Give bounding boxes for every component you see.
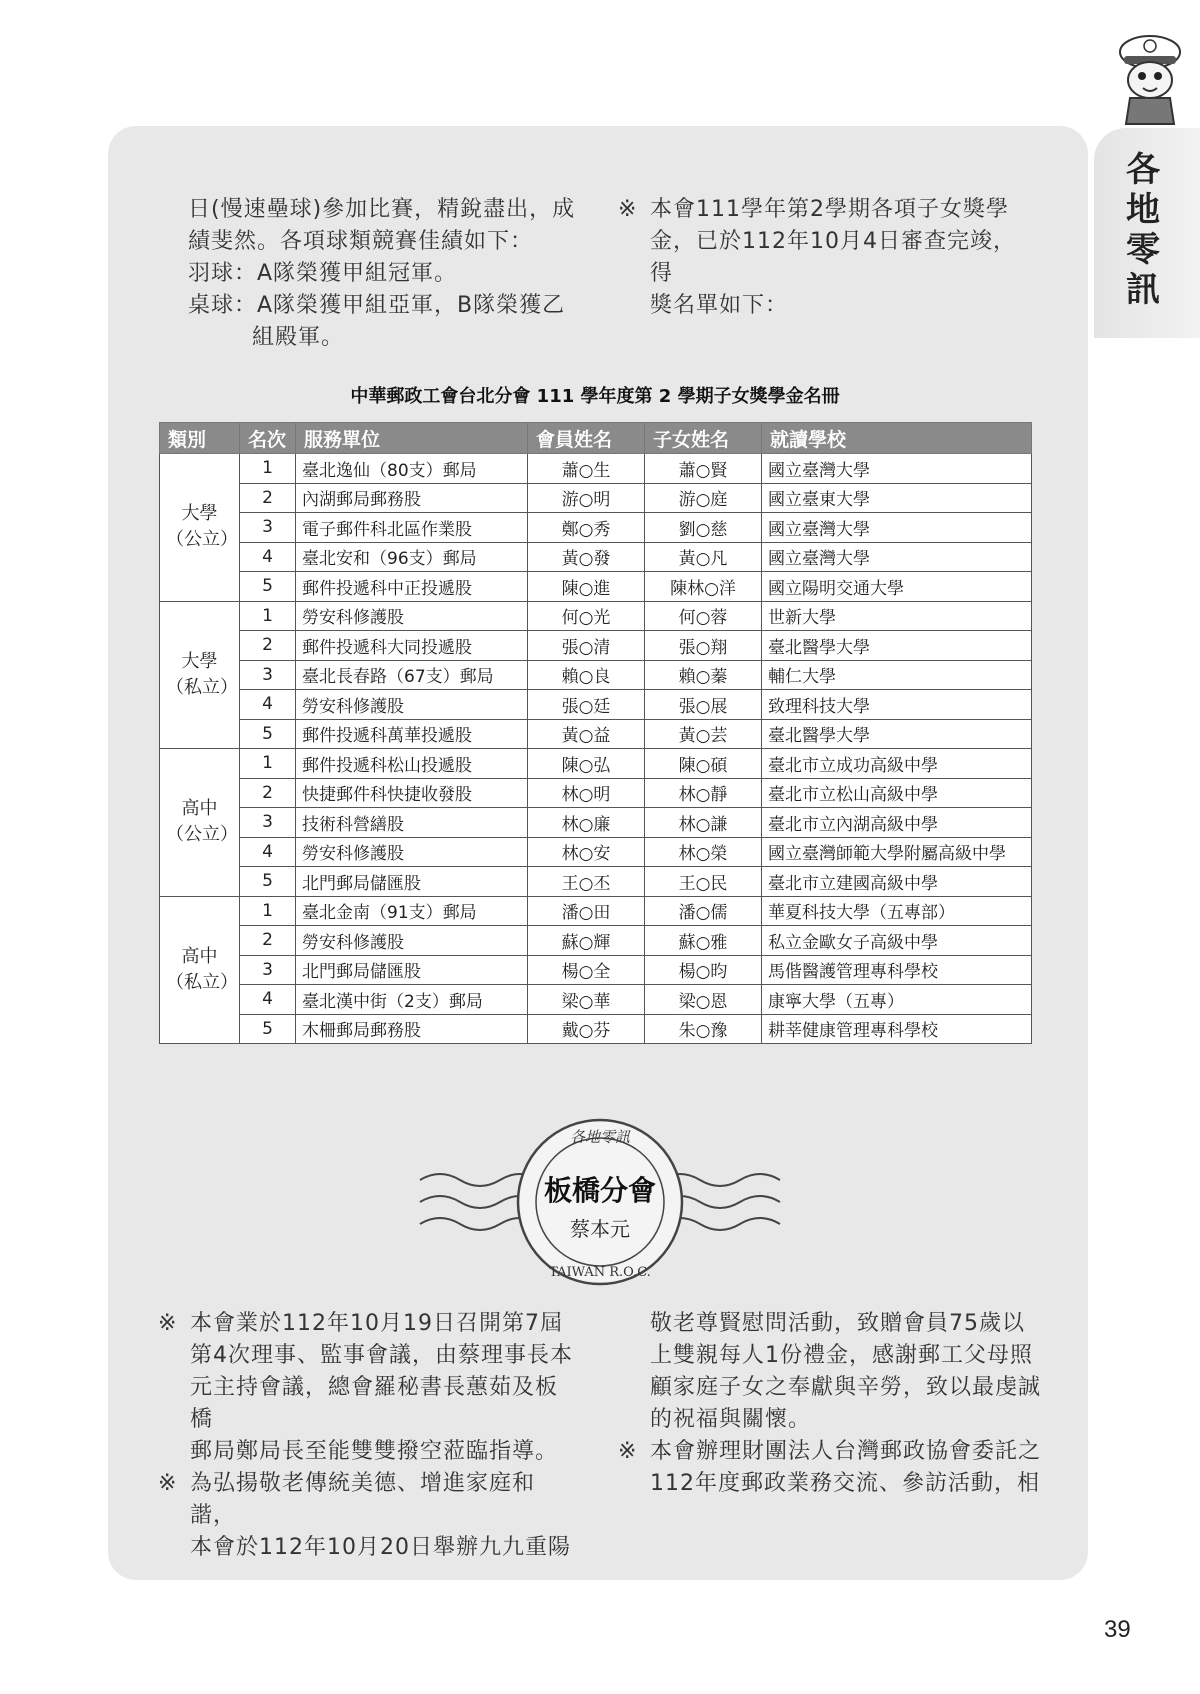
school-cell: 臺北市立成功高級中學: [762, 749, 1032, 779]
text-line: 績斐然。各項球類競賽佳績如下：: [188, 229, 534, 254]
school-cell: 國立臺灣師範大學附屬高級中學: [762, 837, 1032, 867]
child-name-cell: 劉○慈: [645, 513, 762, 543]
table-row: [160, 985, 1032, 1015]
category-type: （私立）: [166, 676, 238, 698]
member-name-cell: 梁○華: [528, 985, 645, 1015]
unit-cell: 臺北逸仙（80支）郵局: [296, 454, 528, 484]
rank-cell: 4: [240, 985, 296, 1015]
rank-cell: 3: [240, 513, 296, 543]
table-row: [160, 926, 1032, 956]
child-name-cell: 陳林○洋: [645, 572, 762, 602]
stamp-illustration: [410, 1110, 790, 1290]
unit-cell: 技術科營繕股: [296, 808, 528, 838]
table-row: [160, 719, 1032, 749]
child-name-cell: 蕭○賢: [645, 454, 762, 484]
school-cell: 國立臺灣大學: [762, 513, 1032, 543]
child-name-cell: 游○庭: [645, 483, 762, 513]
unit-cell: 郵件投遞科中正投遞股: [296, 572, 528, 602]
table-row: [160, 631, 1032, 661]
child-name-cell: 潘○儒: [645, 896, 762, 926]
rank-cell: 2: [240, 778, 296, 808]
member-name-cell: 賴○良: [528, 660, 645, 690]
rank-cell: 4: [240, 542, 296, 572]
member-name-cell: 林○明: [528, 778, 645, 808]
text-line: 郵局鄭局長至能雙雙撥空蒞臨指導。: [190, 1439, 559, 1464]
school-cell: 國立臺灣大學: [762, 542, 1032, 572]
school-cell: 輔仁大學: [762, 660, 1032, 690]
child-name-cell: 王○民: [645, 867, 762, 897]
unit-cell: 郵件投遞科松山投遞股: [296, 749, 528, 779]
category-cell: [160, 749, 240, 897]
section-title-char: 各: [1126, 150, 1160, 190]
bottom-right-notes: [618, 1308, 1048, 1500]
table-row: [160, 660, 1032, 690]
member-name-cell: 陳○進: [528, 572, 645, 602]
rank-cell: 5: [240, 572, 296, 602]
school-cell: 耕莘健康管理專科學校: [762, 1014, 1032, 1044]
table-row: [160, 896, 1032, 926]
school-cell: 國立臺東大學: [762, 483, 1032, 513]
rank-cell: 1: [240, 749, 296, 779]
member-name-cell: 何○光: [528, 601, 645, 631]
text-line: 本會於112年10月20日舉辦九九重陽: [190, 1535, 571, 1560]
category-label: 大學: [181, 503, 218, 525]
unit-cell: 北門郵局儲匯股: [296, 867, 528, 897]
text-line: 顧家庭子女之奉獻與辛勞，致以最虔誠: [650, 1375, 1042, 1400]
school-cell: 私立金歐女子高級中學: [762, 926, 1032, 956]
section-title-char: 訊: [1126, 270, 1160, 310]
category-type: （公立）: [166, 529, 238, 551]
category-cell: [160, 454, 240, 602]
rank-cell: 5: [240, 719, 296, 749]
header-child: 子女姓名: [645, 423, 762, 454]
text-line: 第4次理事、監事會議，由蔡理事長本: [190, 1343, 573, 1368]
note-mark: ※: [618, 197, 638, 222]
table-header-row: [160, 423, 1032, 454]
table-row: [160, 513, 1032, 543]
school-cell: 華夏科技大學（五專部）: [762, 896, 1032, 926]
table-row: [160, 483, 1032, 513]
unit-cell: 臺北漢中街（2支）郵局: [296, 985, 528, 1015]
text-line: 本會辦理財團法人台灣郵政協會委託之: [650, 1439, 1042, 1464]
rank-cell: 2: [240, 631, 296, 661]
member-name-cell: 黃○益: [528, 719, 645, 749]
member-name-cell: 潘○田: [528, 896, 645, 926]
table-row: [160, 778, 1032, 808]
text-line: 112年度郵政業務交流、參訪活動，相: [650, 1471, 1040, 1496]
child-name-cell: 張○翔: [645, 631, 762, 661]
text-line: 本會業於112年10月19日召開第7屆: [190, 1311, 563, 1336]
stamp-author: 蔡本元: [570, 1217, 630, 1241]
text-line: 日(慢速壘球)參加比賽，精銳盡出，成: [188, 197, 576, 222]
rank-cell: 4: [240, 690, 296, 720]
school-cell: 國立臺灣大學: [762, 454, 1032, 484]
section-title-char: 零: [1126, 230, 1160, 270]
table-row: [160, 867, 1032, 897]
text-line: 桌球：A隊榮獲甲組亞軍，B隊榮獲乙: [188, 293, 566, 318]
stamp-bottom-label: TAIWAN R.O.C.: [549, 1265, 651, 1280]
rank-cell: 1: [240, 896, 296, 926]
text-line: 金，已於112年10月4日審查完竣，得: [650, 229, 1016, 286]
child-name-cell: 楊○昀: [645, 955, 762, 985]
table-row: [160, 454, 1032, 484]
child-name-cell: 陳○碩: [645, 749, 762, 779]
member-name-cell: 鄭○秀: [528, 513, 645, 543]
header-school: 就讀學校: [762, 423, 1032, 454]
child-name-cell: 黃○芸: [645, 719, 762, 749]
header-category: 類別: [160, 423, 240, 454]
category-type: （公立）: [166, 824, 238, 846]
member-name-cell: 游○明: [528, 483, 645, 513]
text-line: 獎名單如下：: [650, 293, 789, 318]
table-row: [160, 837, 1032, 867]
unit-cell: 郵件投遞科大同投遞股: [296, 631, 528, 661]
member-name-cell: 林○安: [528, 837, 645, 867]
rank-cell: 4: [240, 837, 296, 867]
header-member: 會員姓名: [528, 423, 645, 454]
rank-cell: 1: [240, 454, 296, 484]
unit-cell: 電子郵件科北區作業股: [296, 513, 528, 543]
school-cell: 臺北醫學大學: [762, 719, 1032, 749]
text-line: 羽球：A隊榮獲甲組冠軍。: [188, 261, 458, 286]
rank-cell: 2: [240, 483, 296, 513]
table-row: [160, 749, 1032, 779]
member-name-cell: 林○廉: [528, 808, 645, 838]
scholarship-table: [159, 422, 1032, 1044]
member-name-cell: 張○廷: [528, 690, 645, 720]
unit-cell: 木柵郵局郵務股: [296, 1014, 528, 1044]
unit-cell: 臺北長春路（67支）郵局: [296, 660, 528, 690]
table-row: [160, 690, 1032, 720]
note-mark: ※: [618, 1439, 638, 1464]
top-left-text: [188, 194, 588, 354]
text-line: 為弘揚敬老傳統美德、增進家庭和諧，: [190, 1471, 536, 1528]
child-name-cell: 梁○恩: [645, 985, 762, 1015]
child-name-cell: 賴○蓁: [645, 660, 762, 690]
unit-cell: 勞安科修護股: [296, 926, 528, 956]
school-cell: 臺北市立建國高級中學: [762, 867, 1032, 897]
table-row: [160, 955, 1032, 985]
member-name-cell: 黃○發: [528, 542, 645, 572]
school-cell: 馬偕醫護管理專科學校: [762, 955, 1032, 985]
child-name-cell: 朱○豫: [645, 1014, 762, 1044]
member-name-cell: 戴○芬: [528, 1014, 645, 1044]
text-line: 的祝福與關懷。: [650, 1407, 812, 1432]
unit-cell: 快捷郵件科快捷收發股: [296, 778, 528, 808]
category-label: 高中: [181, 945, 218, 967]
unit-cell: 內湖郵局郵務股: [296, 483, 528, 513]
member-name-cell: 楊○全: [528, 955, 645, 985]
table-row: [160, 601, 1032, 631]
unit-cell: 勞安科修護股: [296, 690, 528, 720]
school-cell: 臺北醫學大學: [762, 631, 1032, 661]
rank-cell: 3: [240, 955, 296, 985]
header-unit: 服務單位: [296, 423, 528, 454]
rank-cell: 5: [240, 867, 296, 897]
school-cell: 臺北市立松山高級中學: [762, 778, 1032, 808]
category-cell: [160, 896, 240, 1044]
child-name-cell: 林○靜: [645, 778, 762, 808]
child-name-cell: 蘇○雅: [645, 926, 762, 956]
member-name-cell: 蘇○輝: [528, 926, 645, 956]
table-row: [160, 1014, 1032, 1044]
rank-cell: 3: [240, 808, 296, 838]
header-rank: 名次: [240, 423, 296, 454]
rank-cell: 3: [240, 660, 296, 690]
child-name-cell: 林○謙: [645, 808, 762, 838]
child-name-cell: 何○蓉: [645, 601, 762, 631]
stamp-top-label: 各地零訊: [569, 1128, 631, 1146]
stamp-name: 板橋分會: [543, 1174, 657, 1207]
unit-cell: 郵件投遞科萬華投遞股: [296, 719, 528, 749]
school-cell: 康寧大學（五專）: [762, 985, 1032, 1015]
category-type: （私立）: [166, 971, 238, 993]
category-label: 大學: [181, 650, 218, 672]
note-mark: ※: [158, 1311, 178, 1336]
category-label: 高中: [181, 798, 218, 820]
member-name-cell: 張○清: [528, 631, 645, 661]
mascot-illustration: [1110, 30, 1190, 126]
member-name-cell: 蕭○生: [528, 454, 645, 484]
text-line: 本會111學年第2學期各項子女獎學: [650, 197, 1009, 222]
page-number: 39: [1104, 1616, 1131, 1643]
text-line: 敬老尊賢慰問活動，致贈會員75歲以: [650, 1311, 1025, 1336]
unit-cell: 勞安科修護股: [296, 837, 528, 867]
unit-cell: 北門郵局儲匯股: [296, 955, 528, 985]
table-row: [160, 542, 1032, 572]
school-cell: 臺北市立內湖高級中學: [762, 808, 1032, 838]
section-title-char: 地: [1126, 190, 1160, 230]
text-line: 元主持會議，總會羅秘書長蕙茹及板橋: [190, 1375, 559, 1432]
section-title: [1116, 150, 1170, 310]
rank-cell: 5: [240, 1014, 296, 1044]
text-line: 組殿軍。: [252, 325, 345, 350]
text-line: 上雙親每人1份禮金，感謝郵工父母照: [650, 1343, 1033, 1368]
table-row: [160, 572, 1032, 602]
category-cell: [160, 601, 240, 749]
school-cell: 致理科技大學: [762, 690, 1032, 720]
bottom-left-notes: [158, 1308, 578, 1564]
rank-cell: 2: [240, 926, 296, 956]
member-name-cell: 陳○弘: [528, 749, 645, 779]
child-name-cell: 黃○凡: [645, 542, 762, 572]
school-cell: 國立陽明交通大學: [762, 572, 1032, 602]
member-name-cell: 王○丕: [528, 867, 645, 897]
table-title: 中華郵政工會台北分會 111 學年度第 2 學期子女獎學金名冊: [350, 386, 840, 407]
unit-cell: 勞安科修護股: [296, 601, 528, 631]
unit-cell: 臺北金南（91支）郵局: [296, 896, 528, 926]
child-name-cell: 張○展: [645, 690, 762, 720]
school-cell: 世新大學: [762, 601, 1032, 631]
top-right-note: [618, 194, 1038, 322]
table-row: [160, 808, 1032, 838]
child-name-cell: 林○榮: [645, 837, 762, 867]
unit-cell: 臺北安和（96支）郵局: [296, 542, 528, 572]
note-mark: ※: [158, 1471, 178, 1496]
rank-cell: 1: [240, 601, 296, 631]
